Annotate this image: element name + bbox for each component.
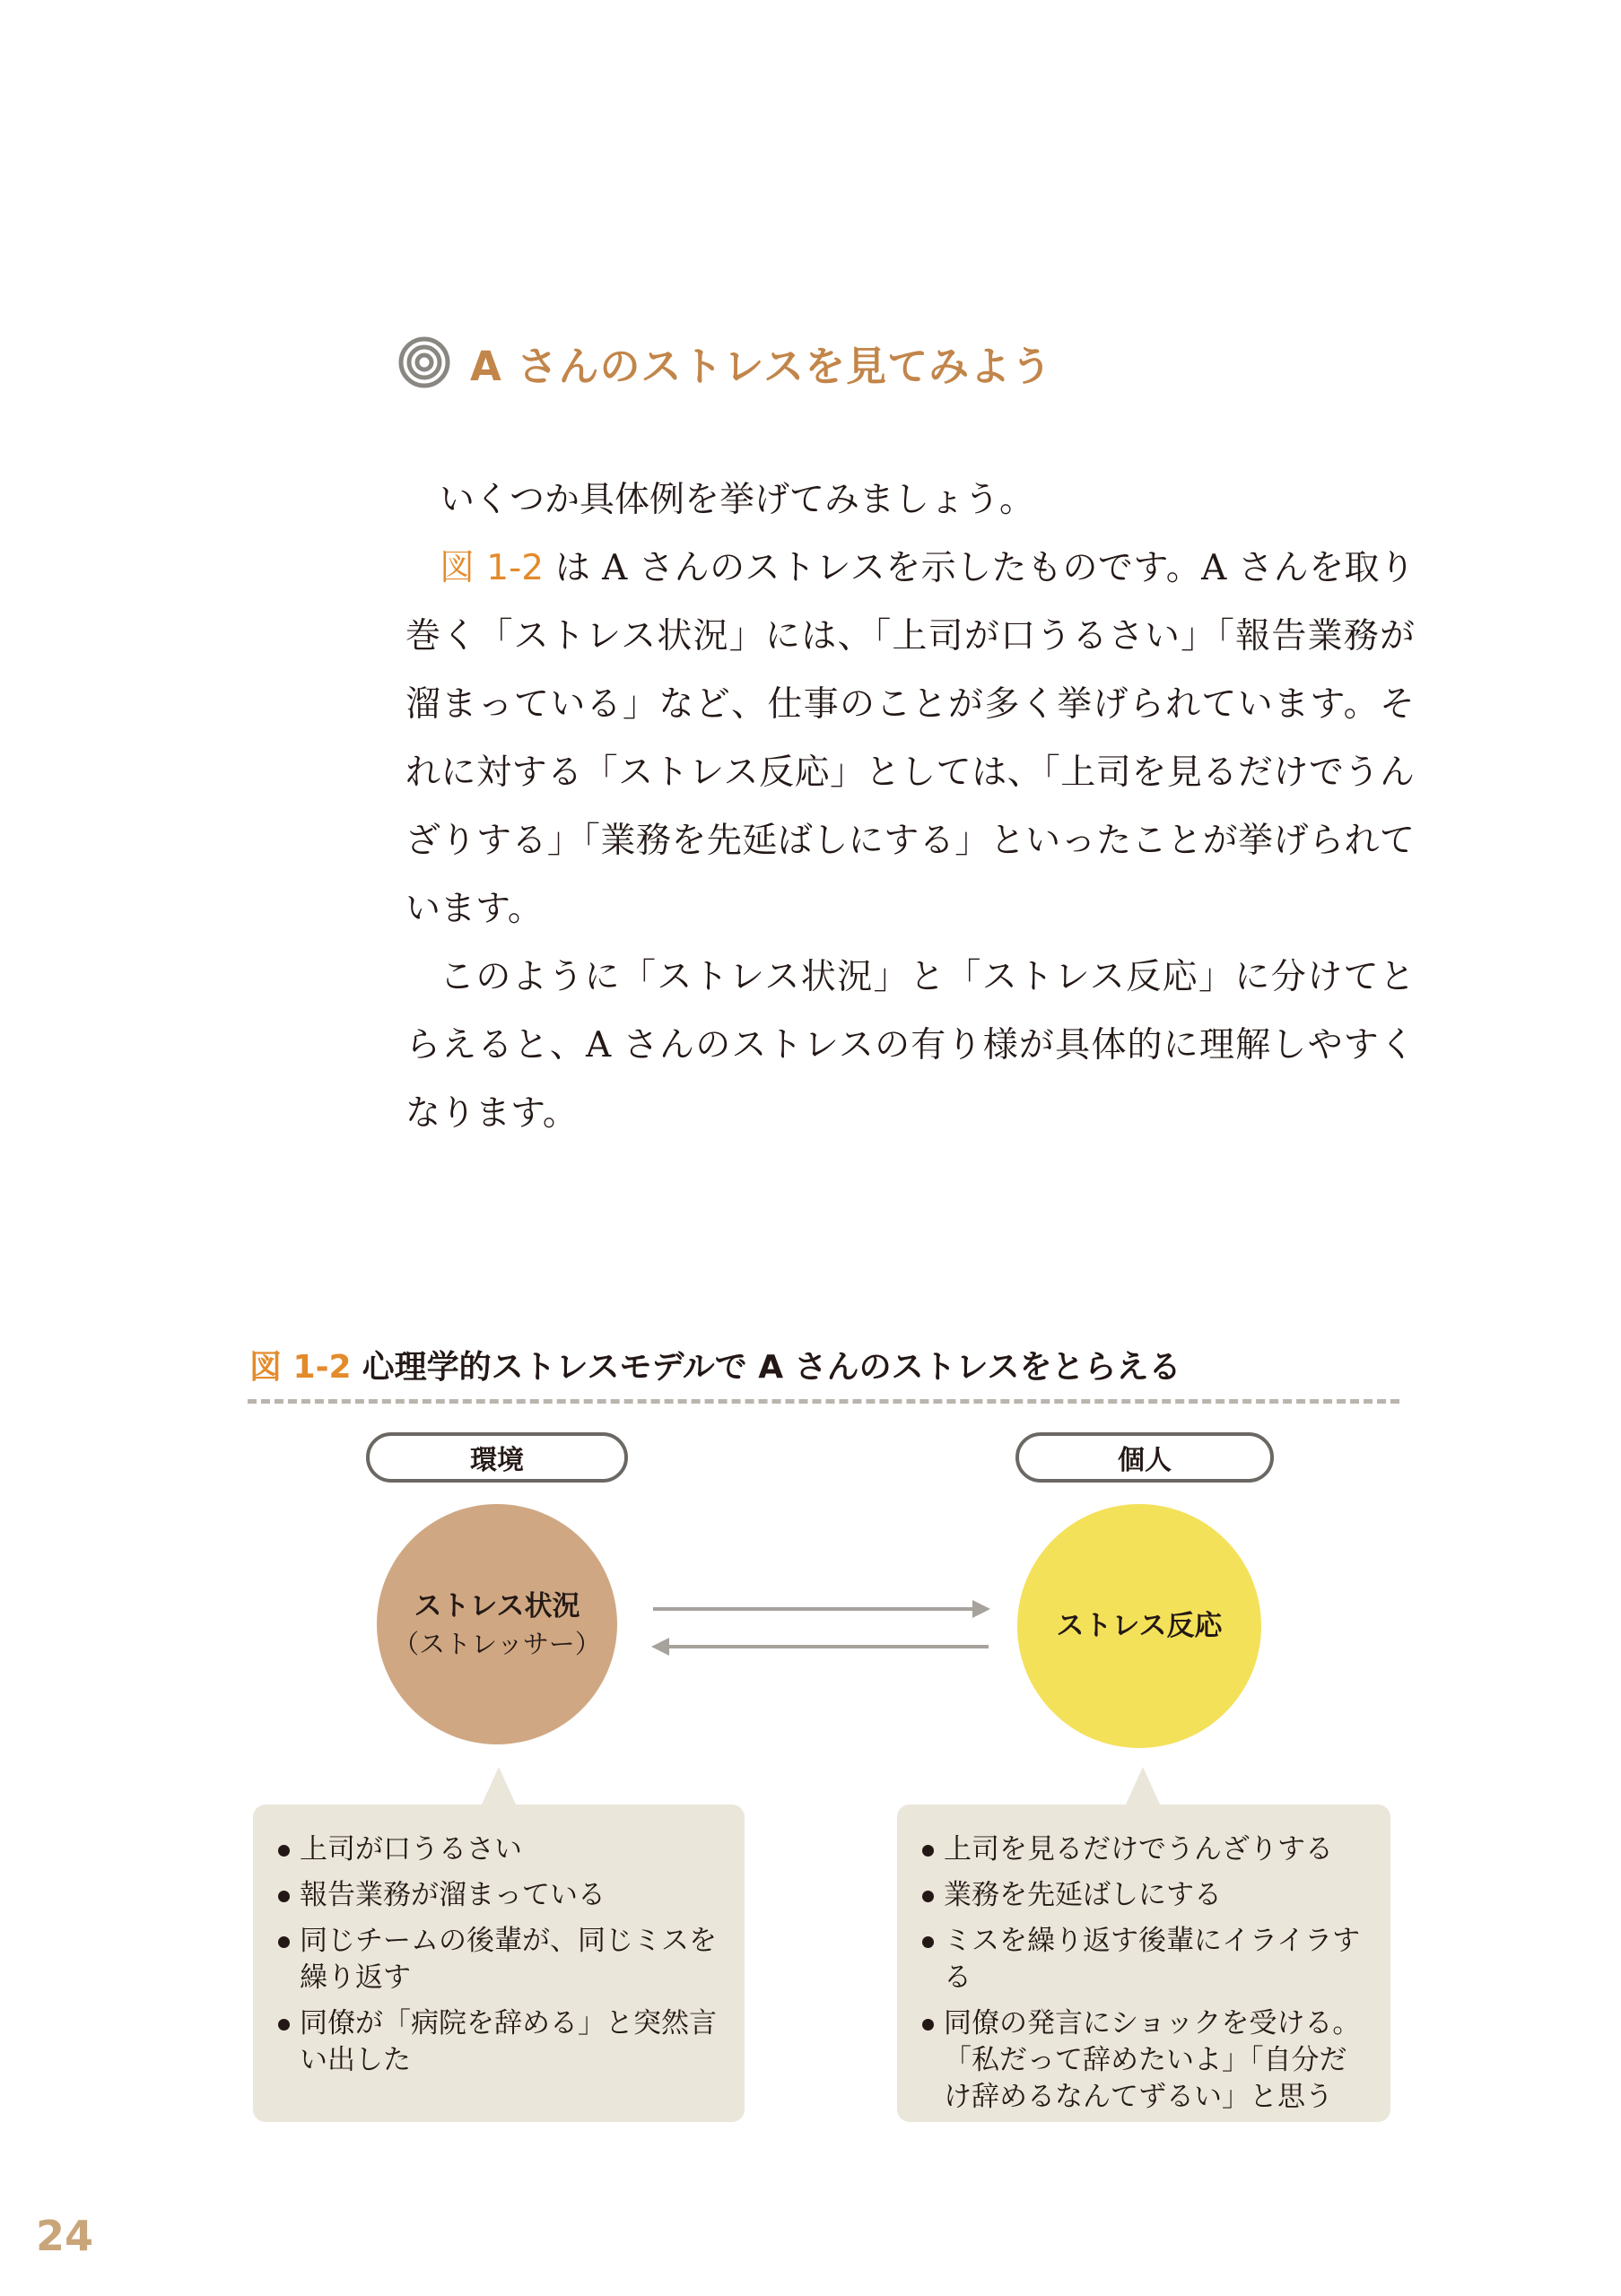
stress-situation-circle (377, 1504, 617, 1744)
figure-title (249, 1342, 1181, 1387)
list-item: 業務を先延ばしにする (920, 1877, 1367, 1914)
list-item: 同じチームの後輩が、同じミスを繰り返す (276, 1923, 721, 1996)
section-heading (398, 334, 1052, 391)
figure-label: 図 1-2 (249, 1349, 352, 1386)
list-item: 同僚の発言にショックを受ける。「私だって辞めたいよ」「自分だけ辞めるなんてずるい」と思う (920, 2005, 1367, 2116)
figure-divider (248, 1399, 1399, 1404)
list-item: 同僚が「病院を辞める」と突然言い出した (276, 2005, 721, 2079)
bidirectional-arrows-icon (646, 1587, 996, 1668)
list-item: 上司が口うるさい (276, 1831, 721, 1868)
stressor-list (276, 1831, 721, 2079)
page-number: 24 (36, 2212, 94, 2260)
callout-pointer-right (1125, 1767, 1161, 1806)
list-item: 報告業務が溜まっている (276, 1877, 721, 1914)
list-item: ミスを繰り返す後輩にイライラする (920, 1923, 1367, 1996)
stress-reaction-circle (1017, 1504, 1261, 1748)
paragraph-3: このように「ストレス状況」と「ストレス反応」に分けてとらえると、A さんのストレスの有り様が具体的に理解しやすくなります。 (405, 957, 1415, 1134)
stress-reaction-label: ストレス反応 (1056, 1610, 1223, 1642)
paragraph-2-text: は A さんのストレスを示したものです。A さんを取り巻く「ストレス状況」には、「上司が口うるさい」「報告業務が溜まっている」など、仕事のことが多く挙げられています。それに対する「ストレス反応」としては、「上司を見るだけでうんざりする」「業務を先延ばしにする」といったことが挙げられています。 (405, 548, 1415, 929)
stress-situation-label: ストレス状況 (414, 1590, 580, 1622)
paragraph-1: いくつか具体例を挙げてみましょう。 (440, 480, 1035, 520)
section-heading-text: A さんのストレスを見てみよう (470, 342, 1053, 390)
reaction-list-box (897, 1805, 1390, 2122)
concentric-target-icon (398, 336, 450, 388)
stressor-list-box (253, 1805, 745, 2122)
category-pill-individual: 個人 (1015, 1432, 1274, 1483)
category-pill-environment: 環境 (366, 1432, 628, 1483)
stressor-label: （ストレッサー） (393, 1629, 601, 1659)
figure-reference: 図 1-2 (440, 548, 545, 588)
callout-pointer-left (481, 1767, 517, 1806)
list-item: 上司を見るだけでうんざりする (920, 1831, 1367, 1868)
figure-title-text: 心理学的ストレスモデルで A さんのストレスをとらえる (362, 1349, 1181, 1386)
reaction-list (920, 1831, 1367, 2116)
paragraph-2 (405, 535, 1415, 944)
body-text (405, 466, 1415, 1148)
